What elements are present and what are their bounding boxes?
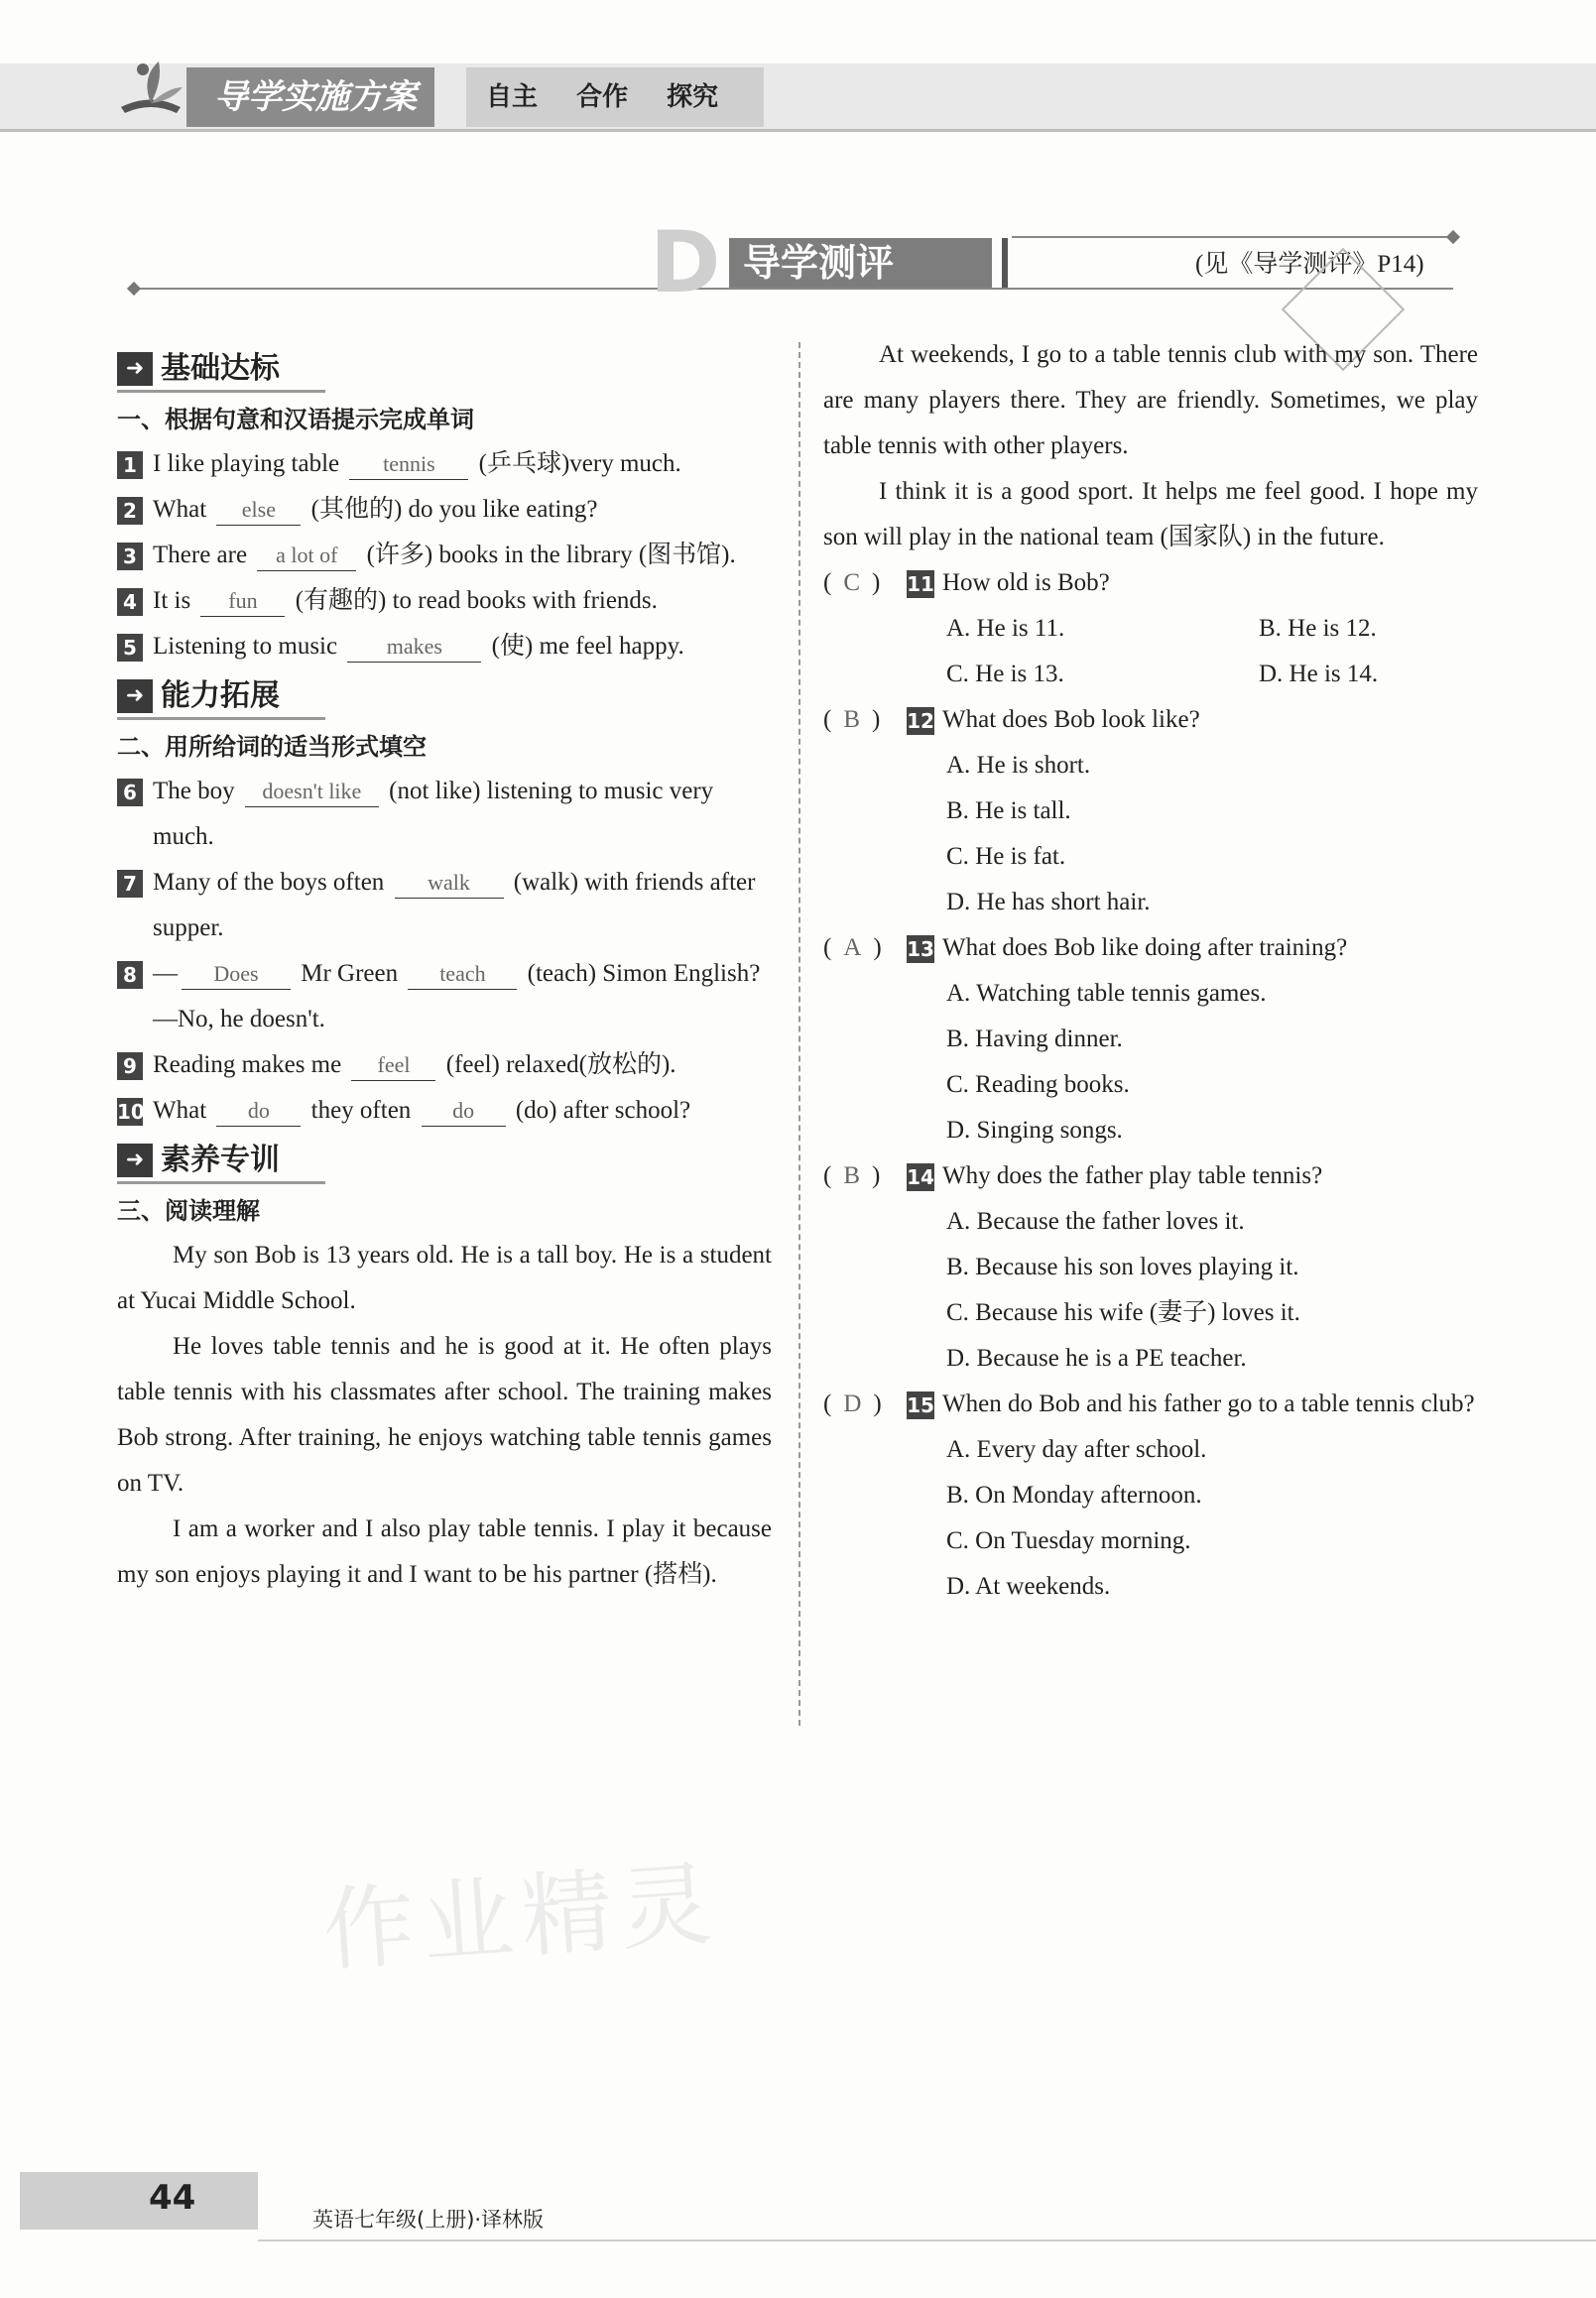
question-5 <box>117 624 772 669</box>
answer-paren: ( C ) <box>823 569 881 596</box>
part-special-title: 素养专训 <box>161 1143 280 1177</box>
question-text: I like playing table <box>153 450 340 477</box>
question-text: (许多) books in the library (图书馆). <box>366 542 736 568</box>
options <box>823 606 1478 697</box>
question-number: 4 <box>117 588 143 616</box>
option-c[interactable]: C. Reading books. <box>946 1071 1130 1098</box>
question-text: Reading makes me <box>153 1051 342 1078</box>
answer-blank[interactable]: makes <box>347 632 481 663</box>
question-number: 7 <box>117 870 143 898</box>
section-bar <box>1002 238 1008 288</box>
answer-blank[interactable]: do <box>216 1096 301 1127</box>
question-text: Many of the boys often <box>153 869 385 896</box>
option-d[interactable]: D. At weekends. <box>946 1573 1111 1600</box>
answer-choice[interactable]: D <box>843 1391 862 1417</box>
question-text: (其他的) do you like eating? <box>310 496 598 523</box>
part-basic-title: 基础达标 <box>161 351 280 386</box>
answer-blank[interactable]: Does <box>182 959 291 990</box>
answer-choice[interactable]: C <box>843 569 861 596</box>
answer-choice[interactable]: A <box>843 934 862 961</box>
arrow-icon: ➜ <box>117 352 153 386</box>
options <box>823 971 1478 1153</box>
question-10 <box>117 1088 772 1134</box>
column-divider <box>798 342 800 1726</box>
question-text: How old is Bob? <box>942 569 1110 596</box>
watermark: 作业精灵 <box>319 1851 723 1985</box>
question-3 <box>117 533 772 578</box>
header-rule <box>0 129 1596 132</box>
header-title: 导学实施方案 <box>186 67 434 127</box>
question-2 <box>117 487 772 533</box>
answer-blank[interactable]: feel <box>351 1050 435 1081</box>
options <box>823 743 1478 925</box>
part-extend-instruction: 二、用所给词的适当形式填空 <box>117 733 427 761</box>
option-c[interactable]: C. Because his wife (妻子) loves it. <box>946 1299 1300 1326</box>
question-text: (使) me feel happy. <box>491 633 684 660</box>
part-extend-title: 能力拓展 <box>161 678 280 713</box>
question-text: (not like) listening to music very much. <box>153 778 714 850</box>
answer-choice[interactable]: B <box>843 706 861 733</box>
dash: — <box>153 960 178 987</box>
question-number: 8 <box>117 961 143 989</box>
question-text: (walk) with friends after supper. <box>153 869 756 941</box>
right-column <box>823 332 1478 1610</box>
question-number: 11 <box>907 572 934 596</box>
answer-paren: ( B ) <box>823 1162 881 1189</box>
answer-paren: ( B ) <box>823 706 881 733</box>
question-9 <box>117 1042 772 1088</box>
question-number: 2 <box>117 497 143 525</box>
book-leaf-logo-icon <box>111 48 190 127</box>
question-text: (teach) Simon English? <box>527 960 761 987</box>
part-extend-header <box>117 673 772 719</box>
passage-paragraph: My son Bob is 13 years old. He is a tall boy. He is a student at Yucai Middle School. <box>117 1242 772 1314</box>
option-b[interactable]: B. He is tall. <box>946 797 1071 824</box>
options <box>823 1199 1478 1382</box>
option-b[interactable]: B. On Monday afternoon. <box>946 1482 1202 1509</box>
option-d[interactable]: D. Singing songs. <box>946 1117 1123 1144</box>
option-c[interactable]: C. He is 13. <box>946 661 1064 687</box>
question-text: (有趣的) to read books with friends. <box>295 587 658 614</box>
option-d[interactable]: D. He is 14. <box>1259 661 1379 687</box>
question-text: The boy <box>153 778 235 804</box>
question-number: 5 <box>117 634 143 662</box>
option-c[interactable]: C. He is fat. <box>946 843 1066 870</box>
arrow-icon: ➜ <box>117 1144 153 1177</box>
question-text: There are <box>153 542 248 568</box>
option-a[interactable]: A. He is short. <box>946 752 1091 779</box>
question-text: What does Bob look like? <box>942 706 1200 733</box>
diamond-icon <box>127 282 141 296</box>
question-text: (feel) relaxed(放松的). <box>445 1051 676 1078</box>
section-rule <box>134 288 1453 290</box>
question-15 <box>823 1382 1478 1427</box>
question-number: 3 <box>117 543 143 570</box>
left-column <box>117 342 772 1598</box>
tag-self: 自主 <box>486 82 539 112</box>
question-text: (乒乓球)very much. <box>478 450 681 477</box>
question-7 <box>117 860 772 951</box>
question-number: 13 <box>907 937 934 961</box>
option-a[interactable]: A. Every day after school. <box>946 1436 1207 1463</box>
question-text: What does Bob like doing after training? <box>942 934 1348 961</box>
option-b[interactable]: B. Because his son loves playing it. <box>946 1254 1299 1280</box>
question-text: Mr Green <box>301 960 399 987</box>
option-a[interactable]: A. Watching table tennis games. <box>946 980 1267 1007</box>
answer-blank[interactable]: else <box>216 495 301 526</box>
question-12 <box>823 697 1478 743</box>
book-title: 英语七年级(上册)·译林版 <box>312 2208 545 2232</box>
question-14 <box>823 1153 1478 1199</box>
question-number: 6 <box>117 779 143 806</box>
question-4 <box>117 578 772 624</box>
reply-text: —No, he doesn't. <box>153 1006 325 1032</box>
question-number: 1 <box>117 451 143 479</box>
part-underline <box>117 390 325 393</box>
section-title: 导学测评 <box>729 238 992 288</box>
question-text: Listening to music <box>153 633 338 660</box>
answer-blank[interactable]: teach <box>408 959 517 990</box>
option-d[interactable]: D. Because he is a PE teacher. <box>946 1345 1247 1372</box>
tag-explore: 探究 <box>667 82 719 112</box>
options <box>823 1427 1478 1610</box>
header-tags <box>466 67 764 127</box>
question-number: 14 <box>907 1165 934 1189</box>
question-number: 9 <box>117 1052 143 1080</box>
question-number: 15 <box>907 1393 934 1417</box>
page-number: 44 <box>149 2178 196 2218</box>
part-underline <box>117 717 325 720</box>
part-special-header <box>117 1138 772 1183</box>
part-basic-header <box>117 346 772 392</box>
question-1 <box>117 441 772 487</box>
footer-rule <box>258 2239 1596 2241</box>
question-13 <box>823 925 1478 971</box>
question-8 <box>117 951 772 1042</box>
question-number: 10 <box>117 1100 145 1124</box>
question-number: 12 <box>907 709 934 733</box>
answer-blank[interactable]: walk <box>395 868 504 899</box>
option-a[interactable]: A. He is 11. <box>946 615 1065 642</box>
question-text: What <box>153 496 207 523</box>
question-text: they often <box>310 1097 412 1124</box>
answer-blank[interactable]: doesn't like <box>245 777 379 807</box>
option-d[interactable]: D. He has short hair. <box>946 889 1151 915</box>
diamond-icon <box>1446 230 1460 244</box>
question-text: What <box>153 1097 207 1124</box>
passage-paragraph: He loves table tennis and he is good at it. He often plays table tennis with his classmates after school. The training makes Bob strong. After training, he enjoys watching table tennis games on TV. <box>117 1333 772 1497</box>
section-letter: D <box>650 213 721 312</box>
arrow-icon: ➜ <box>117 679 153 713</box>
section-rule-top <box>1012 236 1453 238</box>
part-underline <box>117 1181 325 1184</box>
section-reference: (见《导学测评》P14) <box>1195 251 1424 278</box>
question-text: It is <box>153 587 191 614</box>
question-11 <box>823 560 1478 606</box>
question-text: When do Bob and his father go to a table tennis club? <box>942 1391 1475 1417</box>
passage-paragraph: I think it is a good sport. It helps me feel good. I hope my son will play in the national team (国家队) in the future. <box>823 478 1478 550</box>
question-text: (do) after school? <box>515 1097 691 1124</box>
question-text: Why does the father play table tennis? <box>942 1162 1323 1189</box>
part-basic-instruction: 一、根据句意和汉语提示完成单词 <box>117 406 474 433</box>
option-b[interactable]: B. He is 12. <box>1259 615 1377 642</box>
tag-cooperate: 合作 <box>576 82 629 112</box>
answer-blank[interactable]: do <box>422 1096 506 1127</box>
option-b[interactable]: B. Having dinner. <box>946 1026 1123 1052</box>
option-c[interactable]: C. On Tuesday morning. <box>946 1527 1191 1554</box>
answer-blank[interactable]: a lot of <box>257 541 356 571</box>
option-a[interactable]: A. Because the father loves it. <box>946 1208 1245 1235</box>
answer-paren: ( A ) <box>823 934 882 961</box>
question-6 <box>117 769 772 860</box>
answer-choice[interactable]: B <box>843 1162 861 1189</box>
footer-band <box>20 2172 258 2230</box>
answer-paren: ( D ) <box>823 1391 882 1417</box>
passage-paragraph: I am a worker and I also play table tennis. I play it because my son enjoys playing it and I want to be his partner (搭档). <box>117 1515 772 1588</box>
part-special-instruction: 三、阅读理解 <box>117 1197 260 1225</box>
answer-blank[interactable]: tennis <box>349 449 468 480</box>
passage-paragraph: At weekends, I go to a table tennis club with my son. There are many players there. They are friendly. Sometimes, we play table tennis with other players. <box>823 341 1478 459</box>
answer-blank[interactable]: fun <box>200 586 285 617</box>
